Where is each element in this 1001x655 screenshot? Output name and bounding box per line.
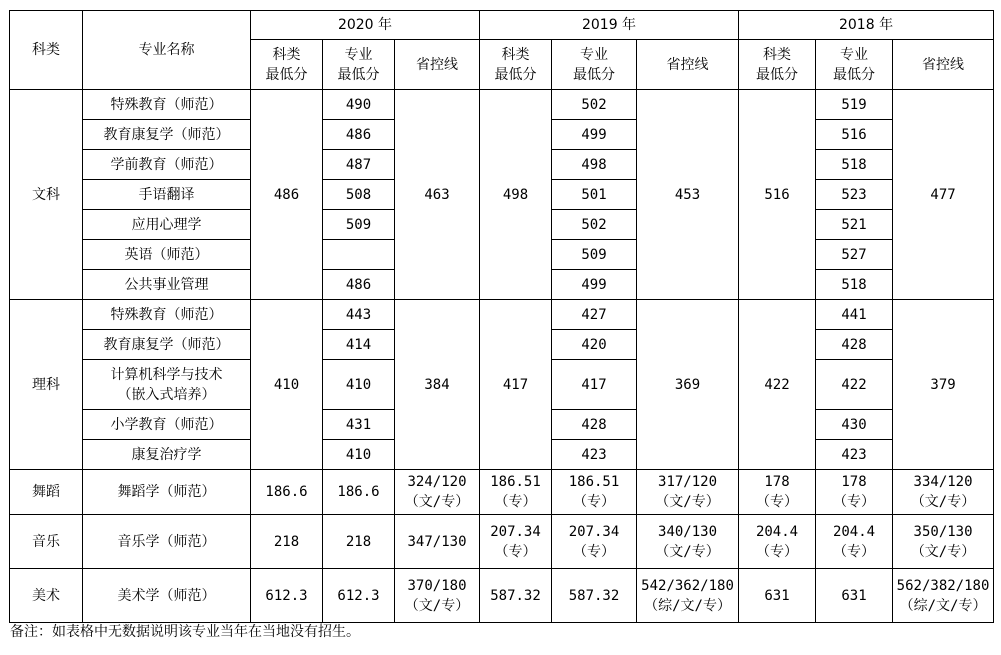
category-li-text: 理科 [32, 376, 60, 393]
control-line-text: 347/130 [407, 533, 467, 550]
control-line-text: 542/362/180 [641, 577, 734, 594]
control-line [893, 90, 994, 300]
category-art [10, 569, 83, 623]
control-line [893, 569, 994, 623]
major-min-score [552, 150, 637, 180]
major-min-score-text: 631 [841, 587, 867, 604]
major-min-score [816, 270, 893, 300]
footnote: 备注：如表格中无数据说明该专业当年在当地没有招生。 [10, 624, 360, 640]
major-name [83, 150, 251, 180]
header-major: 专业名称 [83, 11, 251, 90]
category-min-score-text: 178 [764, 474, 790, 490]
major-name-text: 应用心理学 [131, 216, 202, 233]
major-name [83, 515, 251, 569]
header-major-min-2018-text: 最低分 [833, 66, 876, 83]
category-art [10, 470, 83, 515]
category-min-score [251, 90, 323, 300]
control-line [637, 470, 739, 515]
header-major-min-2020 [323, 40, 395, 90]
category-li [10, 300, 83, 470]
category-min-score-text: （专） [494, 543, 537, 560]
major-min-score-text: 518 [841, 276, 867, 293]
major-min-score [552, 180, 637, 210]
header-category-min-2019 [480, 40, 552, 90]
control-line-text: （文/专） [910, 543, 976, 560]
category-min-score [251, 569, 323, 623]
major-min-score-text: （专） [573, 494, 616, 510]
major-min-score [552, 210, 637, 240]
category-min-score-text: 410 [273, 376, 300, 393]
major-min-score-text: 516 [841, 126, 867, 143]
major-min-score [323, 440, 395, 470]
major-name [83, 210, 251, 240]
major-min-score-text: 207.34 [568, 523, 620, 540]
header-major-min-2018-text: 专业 [840, 46, 869, 63]
control-line [893, 470, 994, 515]
control-line-text: （文/专） [655, 494, 720, 510]
category-min-score-text: 218 [273, 533, 300, 550]
table-row [10, 569, 994, 623]
major-min-score [323, 300, 395, 330]
major-min-score-text: 420 [581, 336, 607, 353]
major-min-score-text: 527 [841, 246, 867, 263]
major-min-score [323, 360, 395, 410]
major-min-score-text: 612.3 [337, 587, 380, 604]
category-min-score [739, 470, 816, 515]
control-line-text: （文/专） [655, 543, 720, 560]
major-min-score-text: 414 [345, 336, 372, 353]
major-min-score [323, 120, 395, 150]
header-major-min-2020-text: 最低分 [337, 66, 380, 83]
control-line-text: 379 [930, 376, 956, 393]
major-min-score [816, 440, 893, 470]
major-name-text: 小学教育（师范） [110, 416, 223, 433]
control-line [893, 300, 994, 470]
header-major-min-2018 [816, 40, 893, 90]
major-min-score [323, 515, 395, 569]
major-min-score-text: 521 [841, 216, 867, 233]
header-year-2020: 2020 年 [251, 11, 480, 40]
major-name [83, 330, 251, 360]
major-name [83, 300, 251, 330]
major-name-text: 教育康复学（师范） [103, 126, 230, 143]
major-min-score-text: 509 [581, 246, 607, 263]
major-min-score [816, 180, 893, 210]
category-min-score-text: （专） [494, 494, 537, 510]
major-min-score-text: 487 [345, 156, 372, 173]
major-min-score [552, 300, 637, 330]
major-min-score-text: 501 [581, 186, 607, 203]
major-name [83, 360, 251, 410]
major-min-score-text: 518 [841, 156, 867, 173]
major-name-text: 音乐学（师范） [117, 533, 216, 550]
major-min-score [816, 515, 893, 569]
major-min-score-text: 490 [345, 96, 372, 113]
major-min-score [323, 330, 395, 360]
table-row [10, 515, 994, 569]
header-category-min-2019-text: 科类 [501, 46, 530, 63]
control-line-text: 453 [674, 186, 701, 203]
category-min-score-text: 612.3 [265, 587, 308, 604]
control-line [395, 90, 480, 300]
major-min-score-text: 204.4 [832, 523, 876, 540]
category-min-score-text: （专） [756, 494, 799, 510]
control-line-text: 562/382/180 [896, 577, 990, 594]
major-name [83, 410, 251, 440]
major-min-score [552, 470, 637, 515]
major-min-score-text: 428 [841, 336, 867, 353]
major-min-score [552, 330, 637, 360]
major-name [83, 90, 251, 120]
category-min-score-text: 186.51 [490, 474, 541, 490]
header-year-2018: 2018 年 [739, 11, 994, 40]
header-control-line-2018-text: 省控线 [922, 56, 965, 73]
major-min-score-text: 218 [345, 533, 372, 550]
control-line [395, 300, 480, 470]
control-line-text: 334/120 [913, 474, 973, 490]
table-row [10, 470, 994, 515]
major-min-score-text: 186.6 [337, 484, 380, 500]
major-min-score-text: 502 [581, 216, 607, 233]
major-min-score [552, 270, 637, 300]
major-min-score-text: 422 [841, 376, 867, 393]
category-min-score [739, 515, 816, 569]
category-min-score-text: 186.6 [265, 484, 308, 500]
major-min-score [816, 300, 893, 330]
major-name [83, 180, 251, 210]
major-min-score-text: 427 [581, 306, 607, 323]
header-major-min-2019 [552, 40, 637, 90]
major-name-text: 公共事业管理 [124, 276, 209, 293]
major-name [83, 440, 251, 470]
control-line-text: （综/文/专） [899, 597, 987, 614]
category-min-score-text: 516 [764, 186, 790, 203]
header-major-min-2019-text: 最低分 [573, 66, 616, 83]
major-min-score [816, 360, 893, 410]
major-min-score-text: 410 [345, 446, 372, 463]
major-name [83, 240, 251, 270]
major-min-score-text: 498 [581, 156, 607, 173]
control-line-text: 369 [674, 376, 701, 393]
major-name-text: 特殊教育（师范） [110, 96, 223, 113]
major-min-score-text: 523 [841, 186, 867, 203]
header-category-min-2020-text: 最低分 [265, 66, 308, 83]
header-control-line-2019-text: 省控线 [666, 56, 709, 73]
category-min-score-text: 486 [273, 186, 300, 203]
category-min-score [480, 90, 552, 300]
major-name-text: 舞蹈学（师范） [117, 484, 216, 500]
major-min-score [323, 410, 395, 440]
category-min-score [251, 515, 323, 569]
control-line [637, 90, 739, 300]
header-major-min-2019-text: 专业 [580, 46, 609, 63]
category-art-text: 音乐 [32, 533, 60, 550]
category-min-score-text: 422 [764, 376, 790, 393]
major-name-text: 美术学（师范） [117, 587, 216, 604]
major-name-text: 康复治疗学 [131, 446, 202, 463]
header-category-min-2020 [251, 40, 323, 90]
major-min-score-text: 178 [841, 474, 867, 490]
major-min-score [552, 360, 637, 410]
category-min-score-text: 417 [502, 376, 529, 393]
major-min-score-text: （专） [833, 494, 876, 510]
category-min-score-text: （专） [756, 543, 799, 560]
major-name [83, 569, 251, 623]
major-name [83, 270, 251, 300]
major-min-score [552, 569, 637, 623]
control-line-text: 350/130 [913, 523, 973, 540]
control-line-text: 317/120 [658, 474, 718, 490]
control-line-text: （综/文/专） [644, 597, 731, 614]
major-min-score [323, 180, 395, 210]
header-control-line-2020 [395, 40, 480, 90]
header-major-min-2020-text: 专业 [344, 46, 373, 63]
control-line-text: 324/120 [407, 474, 467, 490]
major-min-score-text: 509 [345, 216, 372, 233]
category-art-text: 美术 [32, 587, 60, 604]
header-control-line-2019 [637, 40, 739, 90]
major-min-score [816, 150, 893, 180]
major-min-score-text: 417 [581, 376, 607, 393]
major-min-score [816, 210, 893, 240]
header-year-2019: 2019 年 [480, 11, 739, 40]
control-line-text: （文/专） [404, 597, 470, 614]
major-name [83, 470, 251, 515]
major-min-score-text: 486 [345, 126, 372, 143]
major-min-score-text: 423 [841, 446, 867, 463]
major-name-text: 特殊教育（师范） [110, 306, 223, 323]
category-min-score [251, 300, 323, 470]
major-min-score [816, 330, 893, 360]
major-min-score-text: 423 [581, 446, 607, 463]
major-min-score-text: 430 [841, 416, 867, 433]
major-min-score-text: 587.32 [568, 587, 620, 604]
major-min-score [552, 240, 637, 270]
header-control-line-2020-text: 省控线 [416, 56, 458, 73]
table-row [10, 90, 994, 120]
major-min-score [323, 470, 395, 515]
category-min-score [480, 300, 552, 470]
major-min-score [323, 240, 395, 270]
control-line [395, 569, 480, 623]
control-line [637, 300, 739, 470]
control-line-text: 340/130 [658, 523, 718, 540]
control-line-text: 477 [930, 186, 956, 203]
major-min-score-text: （专） [573, 543, 616, 560]
major-min-score [552, 120, 637, 150]
major-min-score-text: 441 [841, 306, 867, 323]
category-min-score [739, 90, 816, 300]
category-min-score-text: 587.32 [490, 587, 541, 604]
category-wen-text: 文科 [32, 186, 60, 203]
major-name-text: 计算机科学与技术 [110, 366, 223, 383]
major-name [83, 120, 251, 150]
header-category-min-2019-text: 最低分 [494, 66, 537, 83]
control-line-text: 370/180 [407, 577, 467, 594]
major-min-score [816, 410, 893, 440]
category-min-score-text: 207.34 [490, 523, 541, 540]
category-art-text: 舞蹈 [32, 484, 60, 500]
category-min-score [480, 470, 552, 515]
major-min-score-text: 428 [581, 416, 607, 433]
major-min-score-text: 410 [345, 376, 372, 393]
major-min-score-text: 499 [581, 276, 607, 293]
major-min-score [323, 210, 395, 240]
category-min-score-text: 204.4 [755, 523, 799, 540]
major-min-score-text: （专） [833, 543, 876, 560]
control-line-text: （文/专） [404, 494, 470, 510]
header-category-min-2018-text: 最低分 [756, 66, 799, 83]
major-min-score [552, 90, 637, 120]
table-row [10, 300, 994, 330]
control-line [395, 470, 480, 515]
header-control-line-2018 [893, 40, 994, 90]
header-category-min-2018-text: 科类 [763, 46, 792, 63]
major-min-score-text: 499 [581, 126, 607, 143]
major-min-score [816, 90, 893, 120]
major-min-score-text: 486 [345, 276, 372, 293]
major-min-score [552, 440, 637, 470]
category-min-score [739, 300, 816, 470]
category-art [10, 515, 83, 569]
category-min-score [739, 569, 816, 623]
major-name-text: 英语（师范） [124, 246, 209, 263]
major-min-score-text: 502 [581, 96, 607, 113]
major-min-score-text: 519 [841, 96, 867, 113]
category-min-score [251, 470, 323, 515]
major-min-score [323, 569, 395, 623]
major-name-text: 学前教育（师范） [110, 156, 223, 173]
major-min-score [816, 569, 893, 623]
category-min-score [480, 515, 552, 569]
category-wen [10, 90, 83, 300]
major-min-score [552, 515, 637, 569]
header-category-min-2020-text: 科类 [272, 46, 301, 63]
major-name-text: 教育康复学（师范） [103, 336, 230, 353]
control-line [637, 515, 739, 569]
admission-score-table [9, 10, 994, 623]
major-min-score [323, 90, 395, 120]
major-min-score-text: 508 [345, 186, 372, 203]
control-line [893, 515, 994, 569]
major-min-score [552, 410, 637, 440]
major-min-score-text: 431 [345, 416, 372, 433]
major-min-score [323, 150, 395, 180]
major-name-text: （嵌入式培养） [117, 386, 216, 403]
major-min-score [323, 270, 395, 300]
control-line [395, 515, 480, 569]
major-min-score-text: 186.51 [568, 474, 620, 490]
header-category: 科类 [10, 11, 83, 90]
control-line-text: （文/专） [910, 494, 976, 510]
major-min-score [816, 470, 893, 515]
category-min-score [480, 569, 552, 623]
major-min-score [816, 240, 893, 270]
major-min-score-text: 443 [345, 306, 372, 323]
category-min-score-text: 498 [502, 186, 529, 203]
control-line [637, 569, 739, 623]
control-line-text: 463 [424, 186, 450, 203]
category-min-score-text: 631 [764, 587, 790, 604]
header-category-min-2018 [739, 40, 816, 90]
control-line-text: 384 [424, 376, 450, 393]
major-name-text: 手语翻译 [138, 186, 195, 203]
major-min-score [816, 120, 893, 150]
